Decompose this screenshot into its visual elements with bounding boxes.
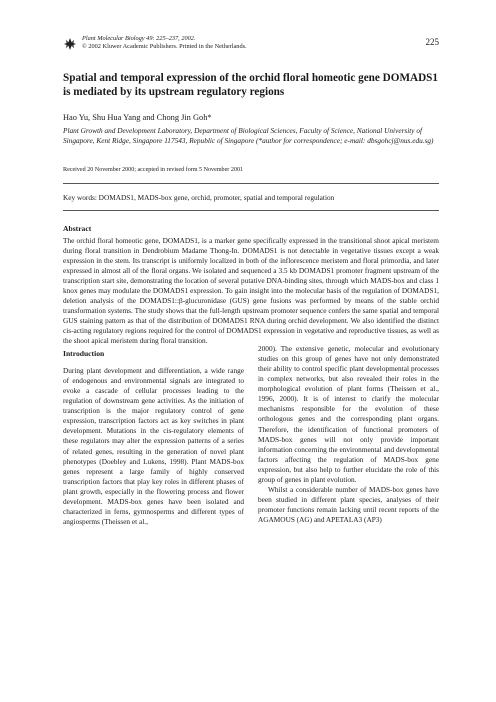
- intro-paragraph-1: During plant development and differentiation, a wide range of endogenous and environmental signals are integrated to evoke a cascade of cellular processes leading to the regulation of downstream gene activities. As the initiation of transcription is the major regulatory control of gene expression, transcription factors act as key switches in plant development. Mutations in the cis-regulatory elements of these regulators may alter the expression patterns of a series of related genes, resulting in the generation of novel plant phenotypes (Doebley and Lukens, 1998). Plant MADS-box genes represent a large family of highly conserved transcription factors that play key roles in different phases of plant growth, especially in the flowering process and flower development. MADS-box genes have been isolated and characterized in ferns, gymnosperms and different types of angiosperms (Theissen et al.,: [63, 366, 244, 526]
- intro-paragraph-1-continued: 2000). The extensive genetic, molecular and evolutionary studies on this group of genes have not only demonstrated their ability to control specific plant developmental processes in complex networks, but also revealed their roles in the morphological evolution of plant forms (Theissen et al., 1996, 2000). It is of interest to clarify the molecular mechanisms responsible for the evolution of these orthologous genes and the corresponding plant organs. Therefore, the identification of functional promoters of MADS-box genes will not only provide important information concerning the environmental and developmental factors affecting the regulation of MADS-box gene expression, but also help to further elucidate the role of this group of genes in plant evolution.: [258, 344, 439, 484]
- journal-citation: [82, 35, 247, 51]
- author-affiliation: Plant Growth and Development Laboratory, Department of Biological Sciences, Faculty of Science, National University of Singapore, Kent Ridge, Singapore 117543, Republic of Singapore (*author for correspondence; e-mail: dbsgohcj@nus.edu.sg): [63, 126, 434, 145]
- divider-top: [63, 183, 439, 184]
- divider-bottom: [63, 210, 439, 211]
- keywords: Key words: DOMADS1, MADS-box gene, orchid, promoter, spatial and temporal regulation: [63, 193, 335, 202]
- page-number: 225: [425, 37, 439, 47]
- article-title: Spatial and temporal expression of the orchid floral homeotic gene DOMADS1 is mediated by its upstream regulatory regions: [63, 72, 438, 98]
- journal-line-2: © 2002 Kluwer Academic Publishers. Printed in the Netherlands.: [82, 43, 247, 50]
- page-header: [63, 35, 439, 57]
- received-dates: Received 20 November 2000; accepted in revised form 5 November 2001: [63, 167, 244, 173]
- abstract-heading: Abstract: [63, 224, 92, 233]
- journal-line-1: Plant Molecular Biology 49: 225–237, 2002.: [82, 35, 196, 42]
- article-authors: Hao Yu, Shu Hua Yang and Chong Jin Goh*: [63, 113, 212, 122]
- abstract-text: The orchid floral homeotic gene, DOMADS1, is a marker gene specifically expressed in the transitional shoot apical meristem during floral transition in Dendrobium Madame Thong-In. DOMADS1 is not detectable in vegetative tissues except a weak expression in the stem. Its transcript is uniformly localized in both of the inflorescence meristem and floral primordia, and later expressed in almost all of the floral organs. We isolated and sequenced a 3.5 kb DOMADS1 promoter fragment upstream of the transcription start site, demonstrating the location of several putative DNA-binding sites, through which MADS-box and class 1 knox genes may modulate the DOMADS1 expression. To gain insight into the molecular basis of the regulation of DOMADS1, deletion analysis of the DOMADS1::β-glucuronidase (GUS) gene fusions was performed by means of the stable orchid transformation systems. The study shows that the full-length upstream promoter sequence confers the same spatial and temporal GUS staining pattern as that of the distribution of DOMADS1 RNA during orchid development. We also identified the distinct cis-acting regulatory regions required for the control of DOMADS1 expression in vegetative and reproductive tissues, as well as the shoot apical meristem during floral transition.: [63, 236, 439, 345]
- intro-paragraph-2: Whilst a considerable number of MADS-box genes have been studied in different plant species, analyses of their promoter functions remain lacking until recent reports of the AGAMOUS (AG) and APETALA3 (AP3): [258, 484, 439, 525]
- kluwer-flower-icon: [63, 37, 77, 51]
- text-column-right: [258, 344, 439, 525]
- introduction-heading: Introduction: [63, 349, 105, 358]
- text-column-left: [63, 366, 244, 527]
